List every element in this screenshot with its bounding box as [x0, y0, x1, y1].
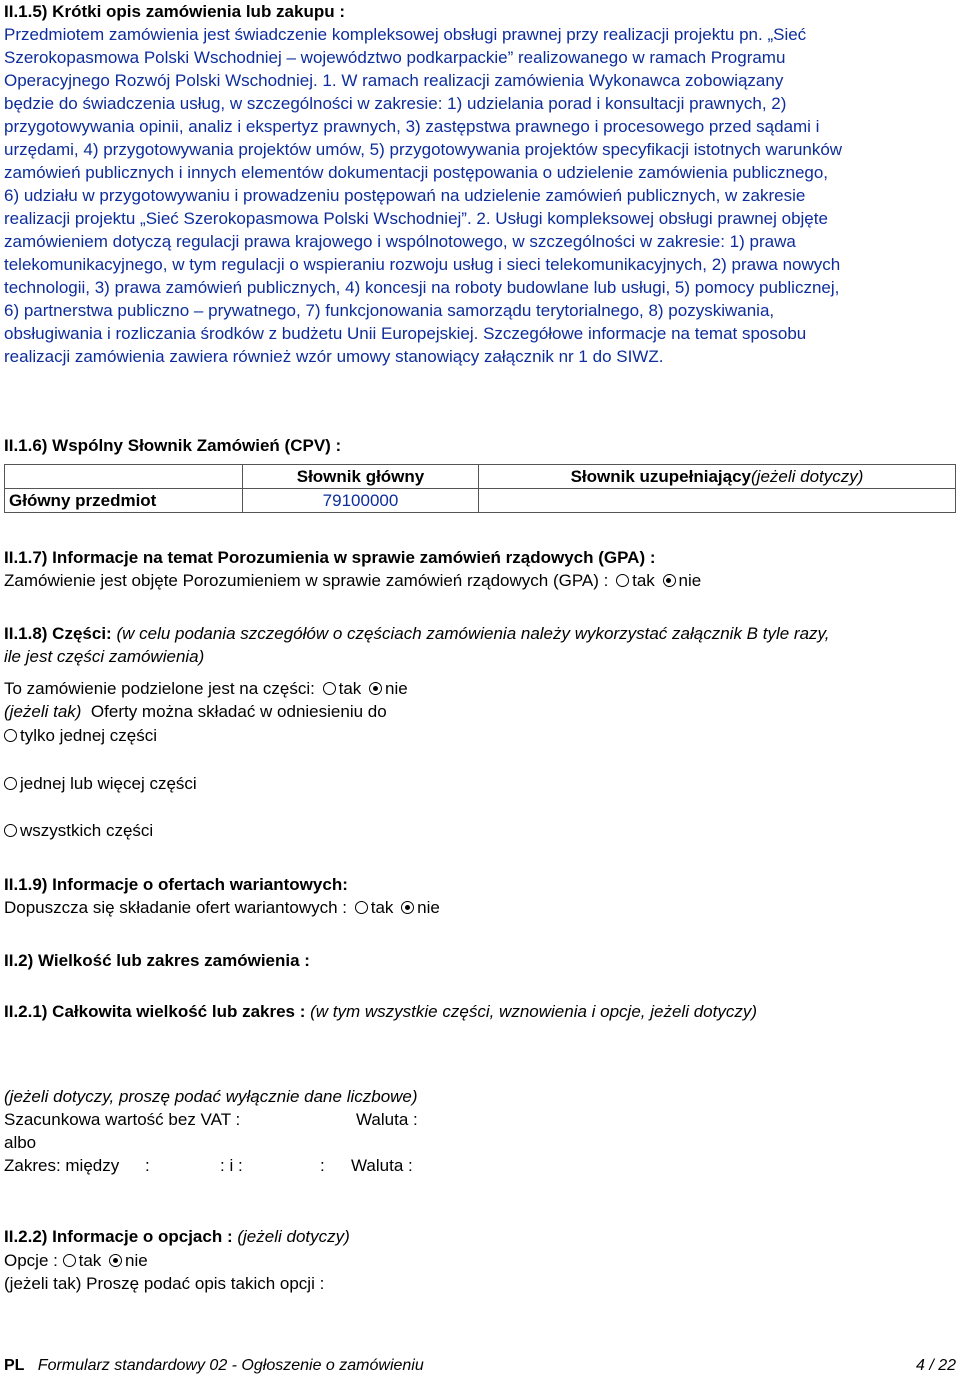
row-label: Główny przedmiot [5, 489, 243, 513]
radio-option-icon[interactable] [4, 824, 17, 837]
radio-yes-icon[interactable] [63, 1254, 76, 1267]
column-header-supp-note: (jeżeli dotyczy) [751, 466, 864, 486]
range-colon-i: : i : [220, 1156, 243, 1175]
option-label: jednej lub więcej części [20, 774, 197, 793]
empty-cell [479, 489, 956, 513]
section-heading-ii-2-1: II.2.1) Całkowita wielkość lub zakres : [4, 1002, 306, 1021]
section-heading-ii-1-6: II.1.6) Wspólny Słownik Zamówień (CPV) : [4, 436, 342, 455]
paragraph-line: będzie do świadczenia usług, w szczególności w zakresie: 1) udzielania porad i konsultacji prawnych, 2) [4, 94, 787, 113]
page-footer [4, 1356, 956, 1376]
option-all-parts [4, 819, 956, 842]
option-label: tylko jednej części [20, 726, 158, 745]
options-question-line [4, 1249, 956, 1272]
radio-no-selected-icon[interactable] [369, 682, 382, 695]
options-question: Opcje : [4, 1251, 58, 1270]
range-line [4, 1154, 956, 1177]
radio-no-label: nie [385, 679, 408, 698]
or-label: albo [4, 1133, 37, 1152]
estimated-value-label: Szacunkowa wartość bez VAT : [4, 1110, 241, 1129]
range-colon: : [145, 1156, 150, 1175]
radio-yes-label: tak [78, 1251, 102, 1270]
column-header-main: Słownik główny [243, 465, 479, 489]
radio-yes-icon[interactable] [323, 682, 336, 695]
estimated-value-line [4, 1108, 956, 1131]
options-note: (jeżeli dotyczy) [237, 1227, 350, 1246]
footer-form-title: Formularz standardowy 02 - Ogłoszenie o zamówieniu [37, 1357, 424, 1374]
paragraph-line: Szerokopasmowa Polski Wschodniej – województwo podkarpackie” realizowanego w ramach Programu [4, 48, 786, 67]
variants-question: Dopuszcza się składanie ofert wariantowych : [4, 898, 347, 917]
range-colon-2: : [320, 1156, 325, 1175]
column-header-supp-label: Słownik uzupełniający [570, 466, 751, 486]
footer-language: PL [4, 1357, 25, 1374]
radio-option-icon[interactable] [4, 777, 17, 790]
variants-question-line [4, 896, 956, 919]
gpa-question: Zamówienie jest objęte Porozumieniem w sprawie zamówień rządowych (GPA) : [4, 571, 609, 590]
radio-yes-icon[interactable] [355, 901, 368, 914]
paragraph-line: przygotowywania opinii, analiz i ekspertyz prawnych, 3) zastępstwa prawnego i procesowego przed sądami i [4, 117, 820, 136]
radio-no-selected-icon[interactable] [401, 901, 414, 914]
radio-yes-label: tak [632, 571, 655, 590]
section-heading-ii-1-7: II.1.7) Informacje na temat Porozumienia w sprawie zamówień rządowych (GPA) : [4, 548, 656, 567]
radio-no-selected-icon[interactable] [109, 1254, 122, 1267]
option-label: wszystkich części [20, 821, 154, 840]
cpv-table [4, 464, 956, 513]
section-heading-ii-2-2: II.2.2) Informacje o opcjach : [4, 1227, 233, 1246]
radio-no-selected-icon[interactable] [663, 574, 676, 587]
parts-question: To zamówienie podzielone jest na części: [4, 679, 315, 698]
total-quantity-note: (w tym wszystkie części, wznowienia i opcje, jeżeli dotyczy) [310, 1002, 757, 1021]
paragraph-line: 6) udziału w przygotowywaniu i prowadzeniu postępowań na udzielenie zamówień publicznych, w zakresie [4, 186, 806, 205]
offers-label: Oferty można składać w odniesieniu do [90, 702, 387, 721]
if-yes-label: (jeżeli tak) [4, 702, 82, 721]
footer-page-number: 4 / 22 [915, 1357, 956, 1374]
gpa-question-line [4, 569, 956, 592]
paragraph-line: realizacji zamówienia zawiera również wzór umowy stanowiący załącznik nr 1 do SIWZ. [4, 347, 664, 366]
radio-yes-label: tak [370, 898, 394, 917]
options-description-label: (jeżeli tak) Proszę podać opis takich opcji : [4, 1274, 325, 1293]
range-label: Zakres: między [4, 1156, 120, 1175]
section-heading-ii-1-5: II.1.5) Krótki opis zamówienia lub zakupu : [4, 2, 345, 21]
radio-no-label: nie [125, 1251, 148, 1270]
radio-no-label: nie [417, 898, 440, 917]
paragraph-line: realizacji projektu „Sieć Szerokopasmowa Polski Wschodniej”. 2. Usługi kompleksowej obsługi prawnej objęte [4, 209, 828, 228]
radio-yes-label: tak [338, 679, 362, 698]
paragraph-line: Operacyjnego Rozwój Polski Wschodniej. 1. W ramach realizacji zamówienia Wykonawca zobowiązany [4, 71, 784, 90]
section-heading-ii-1-9: II.1.9) Informacje o ofertach wariantowych: [4, 875, 348, 894]
radio-option-icon[interactable] [4, 729, 17, 742]
parts-question-line [4, 677, 956, 700]
section-heading-ii-1-8: II.1.8) Części: [4, 624, 112, 643]
paragraph-line: zamówień publicznych i innych elementów dokumentacji postępowania o udzielenie zamówienia publicznego, [4, 163, 829, 182]
offers-line [4, 700, 956, 723]
option-one-part [4, 724, 956, 747]
total-quantity-heading-line [4, 1000, 956, 1023]
cpv-code: 79100000 [243, 489, 479, 513]
column-header-supplementary [479, 465, 956, 489]
radio-yes-icon[interactable] [616, 574, 629, 587]
parts-note-continued: ile jest części zamówienia) [4, 647, 205, 666]
paragraph-line: obsługiwania i rozliczania środków z budżetu Unii Europejskiej. Szczegółowe informacje na temat sposobu [4, 324, 807, 343]
options-heading-line [4, 1225, 956, 1248]
table-row [5, 489, 956, 513]
table-header-row [5, 465, 956, 489]
range-currency-label: Waluta : [351, 1156, 413, 1175]
numeric-note: (jeżeli dotyczy, proszę podać wyłącznie dane liczbowe) [4, 1087, 418, 1106]
description-paragraph [4, 23, 956, 368]
paragraph-line: urzędami, 4) przygotowywania projektów umów, 5) przygotowywania projektów specyfikacji istotnych warunków [4, 140, 843, 159]
section-heading-ii-2: II.2) Wielkość lub zakres zamówienia : [4, 951, 310, 970]
paragraph-line: 6) partnerstwa publiczno – prywatnego, 7) funkcjonowania samorządu terytorialnego, 8) pozyskiwania, [4, 301, 775, 320]
option-one-or-more [4, 772, 956, 795]
paragraph-line: telekomunikacyjnego, w tym regulacji o wspieraniu rozwoju usług i sieci telekomunikacyjnych, 2) prawa nowych [4, 255, 841, 274]
parts-note: (w celu podania szczegółów o częściach zamówienia należy wykorzystać załącznik B tyle razy, [116, 624, 830, 643]
radio-no-label: nie [678, 571, 702, 590]
parts-heading-line [4, 622, 956, 645]
paragraph-line: Przedmiotem zamówienia jest świadczenie kompleksowej obsługi prawnej przy realizacji projektu pn. „Sieć [4, 25, 807, 44]
paragraph-line: technologii, 3) prawa zamówień publicznych, 4) koncesji na roboty budowlane lub usługi, 5) pomocy publicznej, [4, 278, 840, 297]
currency-label: Waluta : [356, 1110, 418, 1129]
empty-cell [5, 465, 243, 489]
paragraph-line: zamówieniem dotyczą regulacji prawa krajowego i wspólnotowego, w szczególności w zakresie: 1) prawa [4, 232, 796, 251]
